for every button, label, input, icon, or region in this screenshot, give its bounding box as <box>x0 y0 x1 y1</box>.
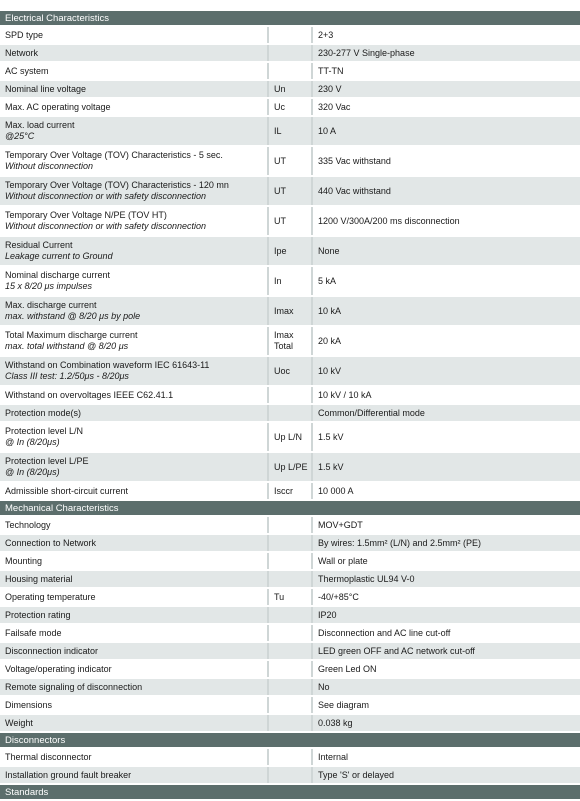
spec-value: 20 kA <box>312 326 580 356</box>
spec-value: 1200 V/300A/200 ms disconnection <box>312 206 580 236</box>
spec-sublabel: @25°C <box>5 131 35 141</box>
spec-value: 10 A <box>312 116 580 146</box>
spec-label: Connection to Network <box>5 537 97 548</box>
spec-symbol <box>268 714 312 732</box>
spec-symbol: IL <box>268 116 312 146</box>
spec-row <box>0 176 580 206</box>
spec-row <box>0 624 580 642</box>
spec-symbol <box>268 62 312 80</box>
spec-symbol <box>268 404 312 422</box>
spec-value: 230 V <box>312 80 580 98</box>
spec-symbol <box>268 642 312 660</box>
spec-row <box>0 552 580 570</box>
spec-symbol <box>268 516 312 534</box>
spec-value: 10 kA <box>312 296 580 326</box>
spec-value: Wall or plate <box>312 552 580 570</box>
spec-row <box>0 748 580 766</box>
spec-label: Weight <box>5 717 33 728</box>
spec-label: Total Maximum discharge current <box>5 330 138 340</box>
spec-label-cell <box>0 452 268 482</box>
spec-label: Installation ground fault breaker <box>5 769 132 780</box>
spec-value: 10 000 A <box>312 482 580 500</box>
spec-symbol <box>268 678 312 696</box>
spec-row <box>0 516 580 534</box>
spec-label: Residual Current <box>5 240 73 250</box>
spec-label: Max. AC operating voltage <box>5 101 111 112</box>
spec-sublabel: Leakage current to Ground <box>5 251 113 261</box>
spec-value: Common/Differential mode <box>312 404 580 422</box>
spec-symbol: Uc <box>268 98 312 116</box>
spec-row <box>0 570 580 588</box>
spec-symbol: Tu <box>268 588 312 606</box>
spec-row <box>0 44 580 62</box>
spec-label: Mounting <box>5 555 43 566</box>
spec-sublabel: Without disconnection or with safety disconnection <box>5 191 207 201</box>
spec-label-cell <box>0 516 268 534</box>
spec-row <box>0 452 580 482</box>
spec-label-cell <box>0 422 268 452</box>
section-header <box>0 500 580 516</box>
spec-label-cell <box>0 116 268 146</box>
spec-label: Withstand on Combination waveform IEC 61643-11 <box>5 360 210 370</box>
spec-label: SPD type <box>5 29 44 40</box>
spec-symbol: Up L/N <box>268 422 312 452</box>
section-title: Electrical Characteristics <box>0 11 580 26</box>
spec-row <box>0 326 580 356</box>
spec-value: TT-TN <box>312 62 580 80</box>
spec-label: Thermal disconnector <box>5 751 92 762</box>
spec-label-cell <box>0 62 268 80</box>
spec-symbol: Ipe <box>268 236 312 266</box>
spec-value: See diagram <box>312 696 580 714</box>
spec-label-cell <box>0 482 268 500</box>
spec-label-cell <box>0 296 268 326</box>
spec-label-cell <box>0 146 268 176</box>
spec-sublabel: 15 x 8/20 μs impulses <box>5 281 92 291</box>
spec-label: Protection mode(s) <box>5 407 82 418</box>
spec-label: Nominal discharge current <box>5 270 111 280</box>
spec-sublabel: Without disconnection or with safety disconnection <box>5 221 207 231</box>
spec-label-cell <box>0 266 268 296</box>
spec-label-cell <box>0 642 268 660</box>
spec-value: 335 Vac withstand <box>312 146 580 176</box>
section-header <box>0 784 580 800</box>
spec-label: Max. discharge current <box>5 300 97 310</box>
spec-value: None <box>312 236 580 266</box>
spec-sublabel: max. total withstand @ 8/20 μs <box>5 341 129 351</box>
spec-value: Thermoplastic UL94 V-0 <box>312 570 580 588</box>
spec-label: Temporary Over Voltage (TOV) Characteristics - 120 mn <box>5 180 229 190</box>
spec-symbol <box>268 606 312 624</box>
spec-symbol <box>268 660 312 678</box>
spec-label: Temporary Over Voltage N/PE (TOV HT) <box>5 210 167 220</box>
spec-row <box>0 386 580 404</box>
spec-label-cell <box>0 206 268 236</box>
section-title: Standards <box>0 784 580 800</box>
spec-row <box>0 356 580 386</box>
spec-value: 320 Vac <box>312 98 580 116</box>
spec-row <box>0 26 580 44</box>
spec-label: Nominal line voltage <box>5 83 87 94</box>
spec-row <box>0 422 580 452</box>
spec-label-cell <box>0 714 268 732</box>
spec-value: By wires: 1.5mm² (L/N) and 2.5mm² (PE) <box>312 534 580 552</box>
spec-label: Admissible short-circuit current <box>5 485 129 496</box>
section-header <box>0 732 580 748</box>
spec-row <box>0 266 580 296</box>
spec-symbol <box>268 624 312 642</box>
spec-label: Withstand on overvoltages IEEE C62.41.1 <box>5 389 174 400</box>
spec-label-cell <box>0 326 268 356</box>
spec-label: Failsafe mode <box>5 627 62 638</box>
spec-symbol <box>268 552 312 570</box>
spec-label-cell <box>0 766 268 784</box>
spec-label: Dimensions <box>5 699 53 710</box>
spec-symbol <box>268 696 312 714</box>
spec-symbol: Un <box>268 80 312 98</box>
spec-value: 5 kA <box>312 266 580 296</box>
spec-label: Temporary Over Voltage (TOV) Characteristics - 5 sec. <box>5 150 223 160</box>
spec-value: Internal <box>312 748 580 766</box>
spec-label-cell <box>0 80 268 98</box>
spec-row <box>0 116 580 146</box>
section-header <box>0 11 580 26</box>
spec-label-cell <box>0 660 268 678</box>
spec-row <box>0 80 580 98</box>
spec-symbol <box>268 534 312 552</box>
spec-value: 1.5 kV <box>312 452 580 482</box>
section-title: Disconnectors <box>0 732 580 748</box>
spec-label: Disconnection indicator <box>5 645 99 656</box>
spec-symbol: Isccr <box>268 482 312 500</box>
spec-label: AC system <box>5 65 49 76</box>
spec-value: 440 Vac withstand <box>312 176 580 206</box>
spec-row <box>0 714 580 732</box>
spec-row <box>0 696 580 714</box>
spec-label: Remote signaling of disconnection <box>5 681 143 692</box>
spec-row <box>0 482 580 500</box>
spec-label: Housing material <box>5 573 73 584</box>
spec-label-cell <box>0 570 268 588</box>
spec-label-cell <box>0 696 268 714</box>
spec-symbol: Imax <box>268 296 312 326</box>
spec-table-body <box>0 11 580 800</box>
spec-row <box>0 642 580 660</box>
spec-label-cell <box>0 588 268 606</box>
spec-label: Max. load current <box>5 120 75 130</box>
spec-value: 10 kV / 10 kA <box>312 386 580 404</box>
spec-label-cell <box>0 176 268 206</box>
spec-value: 10 kV <box>312 356 580 386</box>
spec-symbol: UT <box>268 176 312 206</box>
spec-label-cell <box>0 624 268 642</box>
spec-label: Network <box>5 47 39 58</box>
spec-row <box>0 206 580 236</box>
spec-sublabel: max. withstand @ 8/20 μs by pole <box>5 311 141 321</box>
spec-value: -40/+85°C <box>312 588 580 606</box>
spec-row <box>0 146 580 176</box>
spec-symbol: Imax Total <box>268 326 312 356</box>
spec-sublabel: Without disconnection <box>5 161 93 171</box>
spec-label: Protection rating <box>5 609 71 620</box>
spec-table <box>0 11 580 801</box>
spec-row <box>0 404 580 422</box>
spec-value: Type 'S' or delayed <box>312 766 580 784</box>
spec-row <box>0 534 580 552</box>
spec-value: Green Led ON <box>312 660 580 678</box>
spec-symbol: UT <box>268 206 312 236</box>
spec-value: 2+3 <box>312 26 580 44</box>
spec-row <box>0 606 580 624</box>
spec-row <box>0 588 580 606</box>
spec-symbol <box>268 748 312 766</box>
spec-label: Protection level L/N <box>5 426 84 436</box>
spec-label-cell <box>0 678 268 696</box>
spec-label: Protection level L/PE <box>5 456 89 466</box>
spec-symbol: Up L/PE <box>268 452 312 482</box>
spec-symbol <box>268 570 312 588</box>
spec-label-cell <box>0 534 268 552</box>
spec-symbol <box>268 44 312 62</box>
spec-value: Disconnection and AC line cut-off <box>312 624 580 642</box>
spec-symbol: UT <box>268 146 312 176</box>
spec-symbol: In <box>268 266 312 296</box>
spec-value: LED green OFF and AC network cut-off <box>312 642 580 660</box>
spec-label-cell <box>0 606 268 624</box>
spec-label-cell <box>0 386 268 404</box>
spec-value: No <box>312 678 580 696</box>
spec-row <box>0 296 580 326</box>
spec-label-cell <box>0 748 268 766</box>
spec-value: 0.038 kg <box>312 714 580 732</box>
spec-label: Technology <box>5 519 51 530</box>
spec-sublabel: Class III test: 1.2/50μs - 8/20μs <box>5 371 129 381</box>
spec-label: Voltage/operating indicator <box>5 663 112 674</box>
spec-label-cell <box>0 44 268 62</box>
spec-row <box>0 660 580 678</box>
spec-sublabel: @ In (8/20μs) <box>5 467 60 477</box>
spec-value: 230-277 V Single-phase <box>312 44 580 62</box>
spec-row <box>0 766 580 784</box>
spec-symbol <box>268 26 312 44</box>
spec-value: MOV+GDT <box>312 516 580 534</box>
spec-label-cell <box>0 552 268 570</box>
spec-label-cell <box>0 404 268 422</box>
spec-value: 1.5 kV <box>312 422 580 452</box>
section-title: Mechanical Characteristics <box>0 500 580 516</box>
spec-value: IP20 <box>312 606 580 624</box>
spec-symbol <box>268 386 312 404</box>
spec-symbol: Uoc <box>268 356 312 386</box>
spec-symbol <box>268 766 312 784</box>
spec-row <box>0 236 580 266</box>
spec-label-cell <box>0 356 268 386</box>
spec-row <box>0 62 580 80</box>
spec-label-cell <box>0 236 268 266</box>
spec-sublabel: @ In (8/20μs) <box>5 437 60 447</box>
spec-label: Operating temperature <box>5 591 96 602</box>
spec-row <box>0 678 580 696</box>
spec-label-cell <box>0 98 268 116</box>
spec-row <box>0 98 580 116</box>
spec-label-cell <box>0 26 268 44</box>
